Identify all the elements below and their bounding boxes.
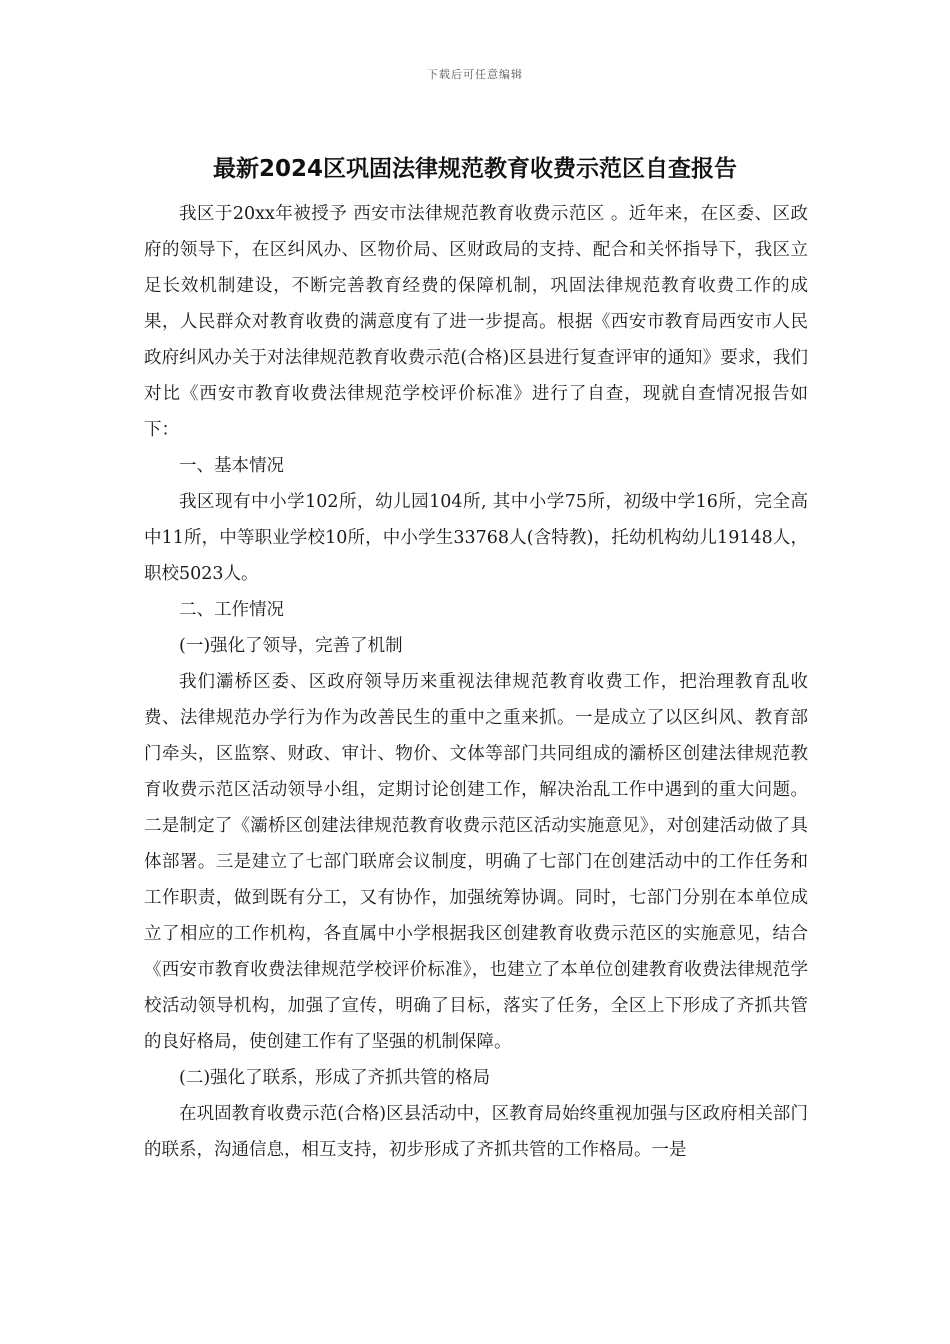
subsection-heading-leadership: (一)强化了领导，完善了机制 bbox=[179, 636, 403, 656]
coordination-paragraph: 在巩固教育收费示范(合格)区县活动中，区教育局始终重视加强与区政府相关部门的联系，沟通信息，相互支持，初步形成了齐抓共管的工作格局。一是 bbox=[144, 1104, 808, 1160]
leadership-paragraph: 我们灞桥区委、区政府领导历来重视法律规范教育收费工作，把治理教育乱收费、法律规范办学行为作为改善民生的重中之重来抓。一是成立了以区纠风、教育部门牵头，区监察、财政、审计、物价、文体等部门共同组成的灞桥区创建法律规范教育收费示范区活动领导小组，定期讨论创建工作，解决治乱工作中遇到的重大问题。二是制定了《灞桥区创建法律规范教育收费示范区活动实施意见》，对创建活动做了具体部署。三是建立了七部门联席会议制度，明确了七部门在创建活动中的工作任务和工作职责，做到既有分工，又有协作，加强统筹协调。同时，七部门分别在本单位成立了相应的工作机构，各直属中小学根据我区创建教育收费示范区的实施意见，结合《西安市教育收费法律规范学校评价标准》，也建立了本单位创建教育收费法律规范学校活动领导机构，加强了宣传，明确了目标，落实了任务，全区上下形成了齐抓共管的良好格局，使创建工作有了坚强的机制保障。 bbox=[144, 672, 808, 1052]
subsection-heading-coordination: (二)强化了联系，形成了齐抓共管的格局 bbox=[179, 1068, 491, 1088]
document-body bbox=[144, 196, 808, 1168]
section-heading-basic-info: 一、基本情况 bbox=[179, 456, 284, 476]
header-note: 下载后可任意编辑 bbox=[427, 68, 523, 81]
document-title: 最新2024区巩固法律规范教育收费示范区自查报告 bbox=[212, 156, 737, 182]
intro-paragraph: 我区于20xx年被授予 西安市法律规范教育收费示范区 。近年来，在区委、区政府的领导下，在区纠风办、区物价局、区财政局的支持、配合和关怀指导下，我区立足长效机制建设，不断完善教育经费的保障机制，巩固法律规范教育收费工作的成果，人民群众对教育收费的满意度有了进一步提高。根据《西安市教育局西安市人民政府纠风办关于对法律规范教育收费示范(合格)区县进行复查评审的通知》要求，我们对比《西安市教育收费法律规范学校评价标准》进行了自查，现就自查情况报告如下： bbox=[144, 204, 808, 440]
basic-info-paragraph: 我区现有中小学102所，幼儿园104所, 其中小学75所，初级中学16所，完全高中11所，中等职业学校10所，中小学生33768人(含特教)，托幼机构幼儿19148人，职校5023人。 bbox=[144, 492, 808, 584]
section-heading-work-status: 二、工作情况 bbox=[179, 600, 284, 620]
